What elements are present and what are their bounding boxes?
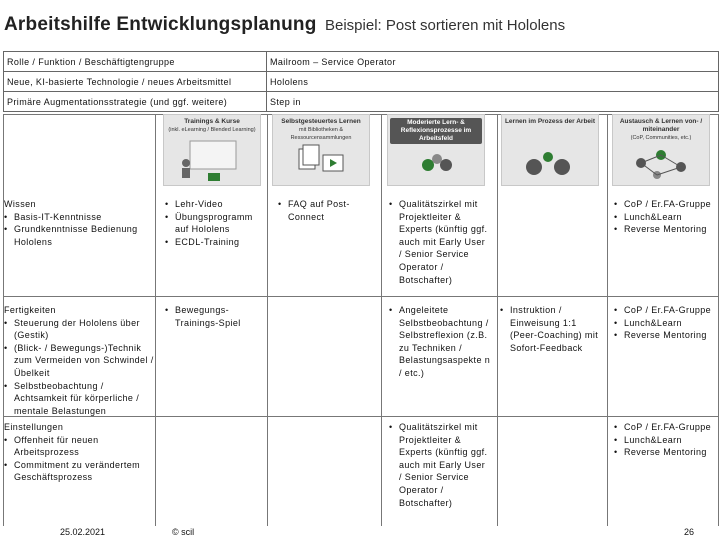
row-heading: Fertigkeiten [4,305,56,315]
row-heading: Einstellungen [4,422,64,432]
list-item: • CoP / Er.FA-Gruppe [614,304,720,317]
grid-divider [3,296,719,297]
header-label: Trainings & Kurse [184,118,240,125]
header-selbstgesteuertes-lernen [272,114,370,186]
grid-divider [267,114,268,526]
info-value: Mailroom – Service Operator [267,52,719,72]
row-fertigkeiten-prozess [500,304,600,354]
list-item: • Offenheit für neuen Arbeitsprozess [4,434,154,459]
list-item: • ECDL-Training [165,236,263,249]
row-heading: Wissen [4,199,36,209]
grid-divider [607,114,608,526]
list-item: • Commitment zu verändertem Geschäftsprozess [4,459,154,484]
grid-divider [381,114,382,526]
grid-divider [497,114,498,526]
list-item: • Lunch&Learn [614,211,720,224]
row-fertigkeiten-moderiert [389,304,493,380]
list-item: • Grundkenntnisse Bedienung Hololens [4,223,154,248]
page-number: 26 [684,527,695,537]
row-fertigkeiten-austausch [614,304,720,342]
page-title [4,14,565,36]
row-wissen-moderiert [389,198,489,286]
info-row [4,72,719,92]
header-sublabel: mit Bibliotheken & Ressourcensammlungen [290,127,352,141]
info-value: Step in [267,92,719,112]
header-label: Lernen im Prozess der Arbeit [504,118,596,125]
info-label: Rolle / Funktion / Beschäftigtengruppe [4,52,267,72]
list-item: • Qualitätszirkel mit Projektleiter & Experts (künftig ggf. auch mit Early User / Senior Service Operator / Botschafter) [389,198,489,286]
info-label: Primäre Augmentationsstrategie (und ggf. weitere) [4,92,267,112]
list-item: • FAQ auf Post-Connect [278,198,362,223]
list-item: • Übungsprogramm auf Hololens [165,211,263,236]
row-einstellungen-moderiert [389,421,489,509]
list-item: • Lunch&Learn [614,434,720,447]
list-item: • Reverse Mentoring [614,329,720,342]
row-einstellungen-competence [4,421,154,484]
header-sublabel: (CoP, Communities, etc.) [630,135,692,141]
info-label: Neue, KI-basierte Technologie / neues Arbeitsmittel [4,72,267,92]
list-item: • Qualitätszirkel mit Projektleiter & Experts (künftig ggf. auch mit Early User / Senior Service Operator / Botschafter) [389,421,489,509]
info-table [3,51,719,112]
info-value: Hololens [267,72,719,92]
list-item: • CoP / Er.FA-Gruppe [614,198,720,211]
header-label: Moderierte Lern- & Reflexionsprozesse im Arbeitsfeld [400,119,472,142]
header-moderierte-lernprozesse [387,114,485,186]
list-item: • Lehr-Video [165,198,263,211]
list-item: • Angeleitete Selbstbeobachtung / Selbstreflexion (z.B. zu Techniken / Belastungsaspekte n / etc.) [389,304,493,380]
header-austausch-lernen [612,114,710,186]
list-item: • Lunch&Learn [614,317,720,330]
row-wissen-training [165,198,263,248]
info-row [4,92,719,112]
row-wissen-austausch [614,198,720,236]
list-item: • Bewegungs-Trainings-Spiel [165,304,263,329]
list-item: • Reverse Mentoring [614,446,720,459]
title-subtitle: Beispiel: Post sortieren mit Hololens [325,17,566,34]
list-item: • Reverse Mentoring [614,223,720,236]
list-item: • Selbstbeobachtung / Achtsamkeit für körperliche / mentale Belastungen [4,380,154,418]
title-main: Arbeitshilfe Entwicklungsplanung [4,14,317,35]
list-item: • (Blick- / Bewegungs-)Technik zum Vermeiden von Schwindel / Übelkeit [4,342,154,380]
row-wissen-competence [4,198,154,248]
header-lernen-im-prozess [501,114,599,186]
list-item: • Basis-IT-Kenntnisse [4,211,154,224]
list-item: • Steuerung der Hololens über (Gestik) [4,317,154,342]
footer-copyright: © scil [172,527,195,537]
header-sublabel: (inkl. eLearning / Blended Learning) [168,127,256,133]
row-fertigkeiten-competence [4,304,154,417]
list-item: • Instruktion / Einweisung 1:1 (Peer-Coaching) mit Sofort-Feedback [500,304,600,354]
header-label: Austausch & Lernen von- / miteinander [619,118,703,133]
row-fertigkeiten-training [165,304,263,329]
header-label: Selbstgesteuertes Lernen [281,118,361,125]
list-item: • CoP / Er.FA-Gruppe [614,421,720,434]
row-wissen-selbst [278,198,362,223]
grid-divider [155,114,156,526]
footer-date: 25.02.2021 [60,527,106,537]
info-row [4,52,719,72]
header-trainings-kurse [163,114,261,186]
row-einstellungen-austausch [614,421,720,459]
